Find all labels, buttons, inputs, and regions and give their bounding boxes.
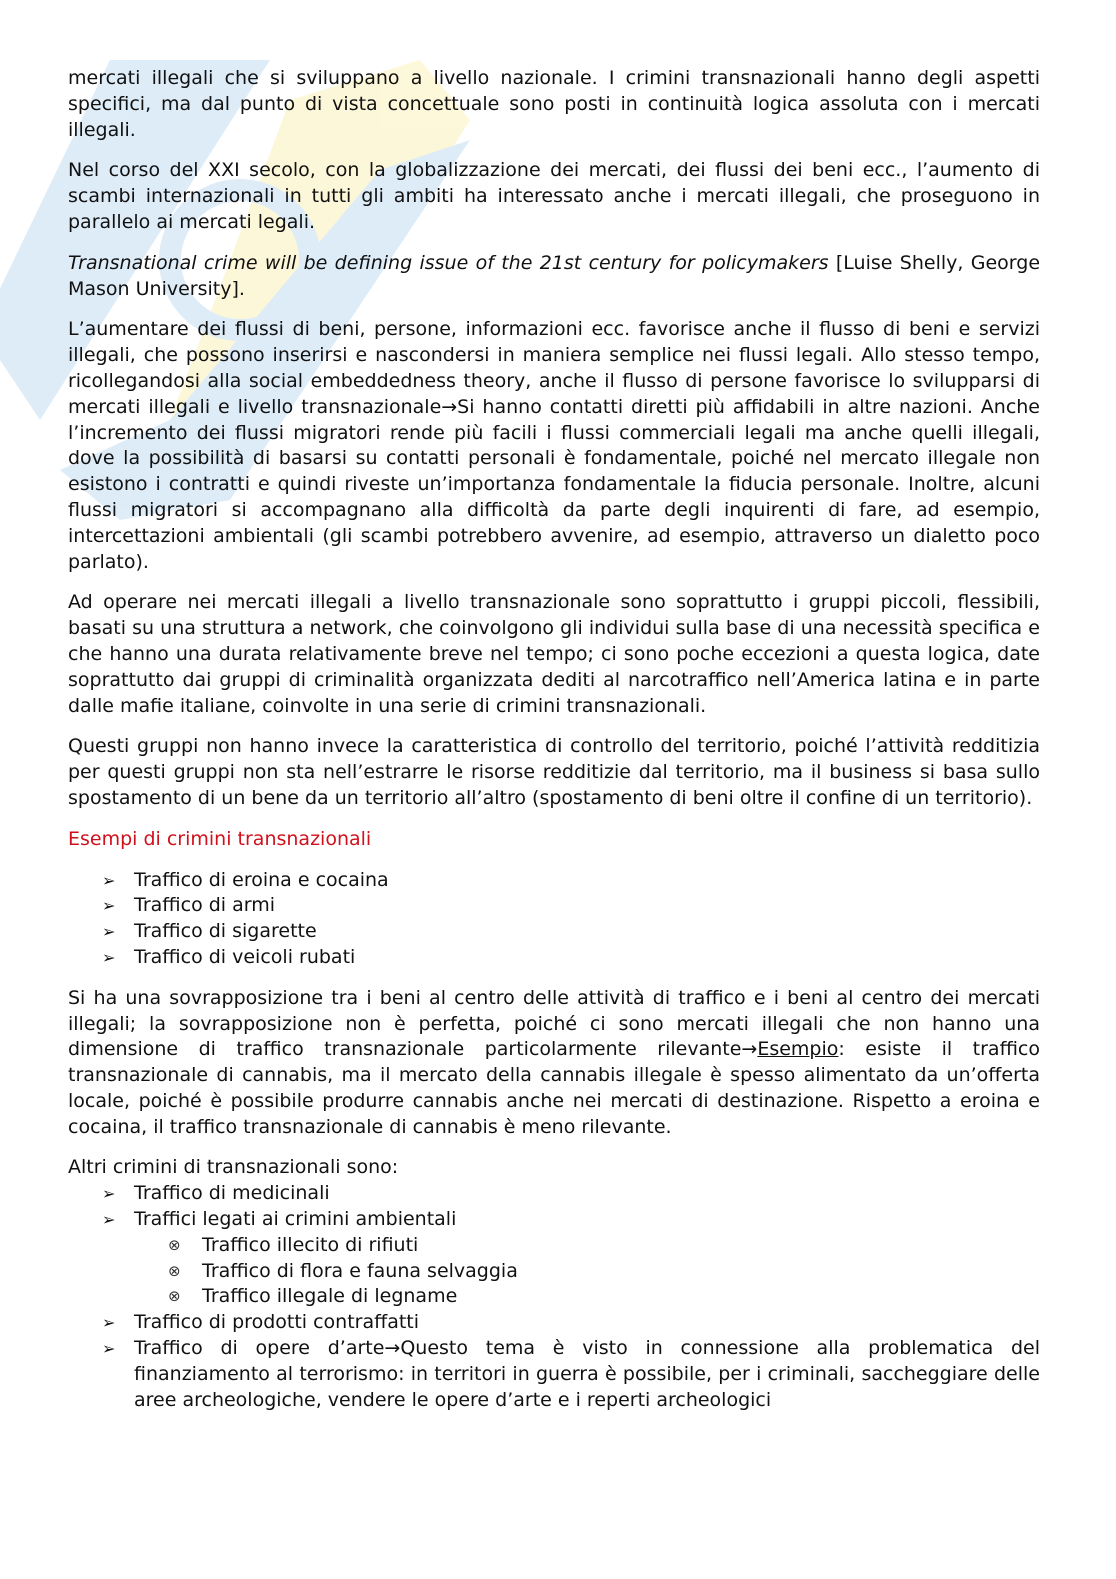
list-item: ➢ Traffico di eroina e cocaina: [68, 868, 1040, 894]
arrow-bullet-icon: ➢: [102, 1339, 116, 1359]
paragraph: L’aumentare dei flussi di beni, persone, informazioni ecc. favorisce anche il flusso di beni e servizi illegali, che possono inserirsi e nascondersi in maniera semplice nei flussi legali. Allo stesso tempo, ricollegandosi alla social embeddedness theory, anche il flusso di persone favorisce lo svilupparsi di mercati illegali e livello transnazionale→Si hanno contatti diretti più affidabili in altre nazioni. Anche l’incremento dei flussi migratori rende più facili i flussi commerciali legali ma anche quelli illegali, dove la possibilità di basarsi su contatti personali è fondamentale, poiché nel mercato illegale non esistono i contratti e quindi riveste un’importanza fondamentale la fiducia personale. Inoltre, alcuni flussi migratori si accompagnano alla difficoltà da parte degli inquirenti di fare, ad esempio, intercettazioni ambientali (gli scambi potrebbero avvenire, ad esempio, attraverso un dialetto poco parlato).: [68, 318, 1040, 573]
arrow-bullet-icon: ➢: [102, 1210, 116, 1230]
circled-times-bullet-icon: ⊗: [168, 1287, 181, 1306]
sub-list-item: ⊗ Traffico illegale di legname: [134, 1284, 1040, 1310]
arrow-bullet-icon: ➢: [102, 947, 116, 967]
sub-list-item: ⊗ Traffico illecito di rifiuti: [134, 1233, 1040, 1259]
list-item: ➢ Traffico di prodotti contraffatti: [68, 1310, 1040, 1336]
sub-list-item: ⊗ Traffico di flora e fauna selvaggia: [134, 1259, 1040, 1285]
section-heading: Esempi di crimini transnazionali: [68, 827, 372, 850]
quote-paragraph: [68, 251, 1040, 303]
examples-list: [68, 868, 1040, 971]
list-item: ➢ Traffico di medicinali: [68, 1181, 1040, 1207]
list-item: ➢ Traffico di sigarette: [68, 919, 1040, 945]
environmental-crimes-sublist: [134, 1233, 1040, 1310]
quote-citation: [Luise Shelly, George Mason University].: [68, 251, 1041, 300]
circled-times-bullet-icon: ⊗: [168, 1261, 181, 1280]
other-crimes-list: [68, 1181, 1040, 1413]
arrow-bullet-icon: ➢: [102, 870, 116, 890]
paragraph: Ad operare nei mercati illegali a livello transnazionale sono soprattutto i gruppi piccoli, flessibili, basati su una struttura a network, che coinvolgono gli individui sulla base di una necessità specifica e che hanno una durata relativamente breve nel tempo; ci sono poche eccezioni a questa logica, date soprattutto dai gruppi di criminalità organizzata dediti al narcotraffico nell’America latina e in parte dalle mafie italiane, coinvolte in una serie di crimini transnazionali.: [68, 591, 1040, 717]
circled-times-bullet-icon: ⊗: [168, 1235, 181, 1254]
arrow-bullet-icon: ➢: [102, 922, 116, 942]
list-item: ➢ Traffici legati ai crimini ambientali ⊗ Traffico illecito di rifiuti ⊗ Traffico di flora e fauna selvaggia ⊗ Traffico illegale di legname: [68, 1207, 1040, 1310]
arrow-bullet-icon: ➢: [102, 896, 116, 916]
arrow-bullet-icon: ➢: [102, 1184, 116, 1204]
list-item: ➢ Traffico di veicoli rubati: [68, 945, 1040, 971]
paragraph: Questi gruppi non hanno invece la caratteristica di controllo del territorio, poiché l’attività redditizia per questi gruppi non sta nell’estrarre le risorse redditizie dal territorio, ma il business si basa sullo spostamento di un bene da un territorio all’altro (spostamento di beni oltre il confine di un territorio).: [68, 735, 1040, 809]
paragraph: Altri crimini di transnazionali sono:: [68, 1156, 399, 1179]
paragraph: mercati illegali che si sviluppano a livello nazionale. I crimini transnazionali hanno degli aspetti specifici, ma dal punto di vista concettuale sono posti in continuità logica assoluta con i mercati illegali.: [68, 67, 1040, 141]
paragraph: Nel corso del XXI secolo, con la globalizzazione dei mercati, dei flussi dei beni ecc., l’aumento di scambi internazionali in tutti gli ambiti ha interessato anche i mercati illegali, che proseguono in parallelo ai mercati legali.: [68, 159, 1040, 233]
arrow-bullet-icon: ➢: [102, 1313, 116, 1333]
list-item: ➢ Traffico di opere d’arte→Questo tema è visto in connessione alla problematica del finanziamento al terrorismo: in territori in guerra è possibile, per i criminali, saccheggiare delle aree archeologiche, vendere le opere d’arte e i reperti archeologici: [102, 1337, 1040, 1411]
paragraph: Si ha una sovrapposizione tra i beni al centro delle attività di traffico e i beni al centro dei mercati illegali; la sovrapposizione non è perfetta, poiché ci sono mercati illegali che non hanno una dimensione di traffico transnazionale particolarmente rilevante→Esempio: esiste il traffico transnazionale di cannabis, ma il mercato della cannabis illegale è spesso alimentato da un’offerta locale, poiché è possibile produrre cannabis anche nei mercati di destinazione. Rispetto a eroina e cocaina, il traffico transnazionale di cannabis è meno rilevante.: [68, 986, 1041, 1138]
example-label: Esempio: [757, 1038, 839, 1061]
quote-text: Transnational crime will be defining issue of the 21st century for policymakers: [68, 251, 829, 274]
document-body: [68, 66, 1040, 1428]
list-item: ➢ Traffico di armi: [68, 893, 1040, 919]
